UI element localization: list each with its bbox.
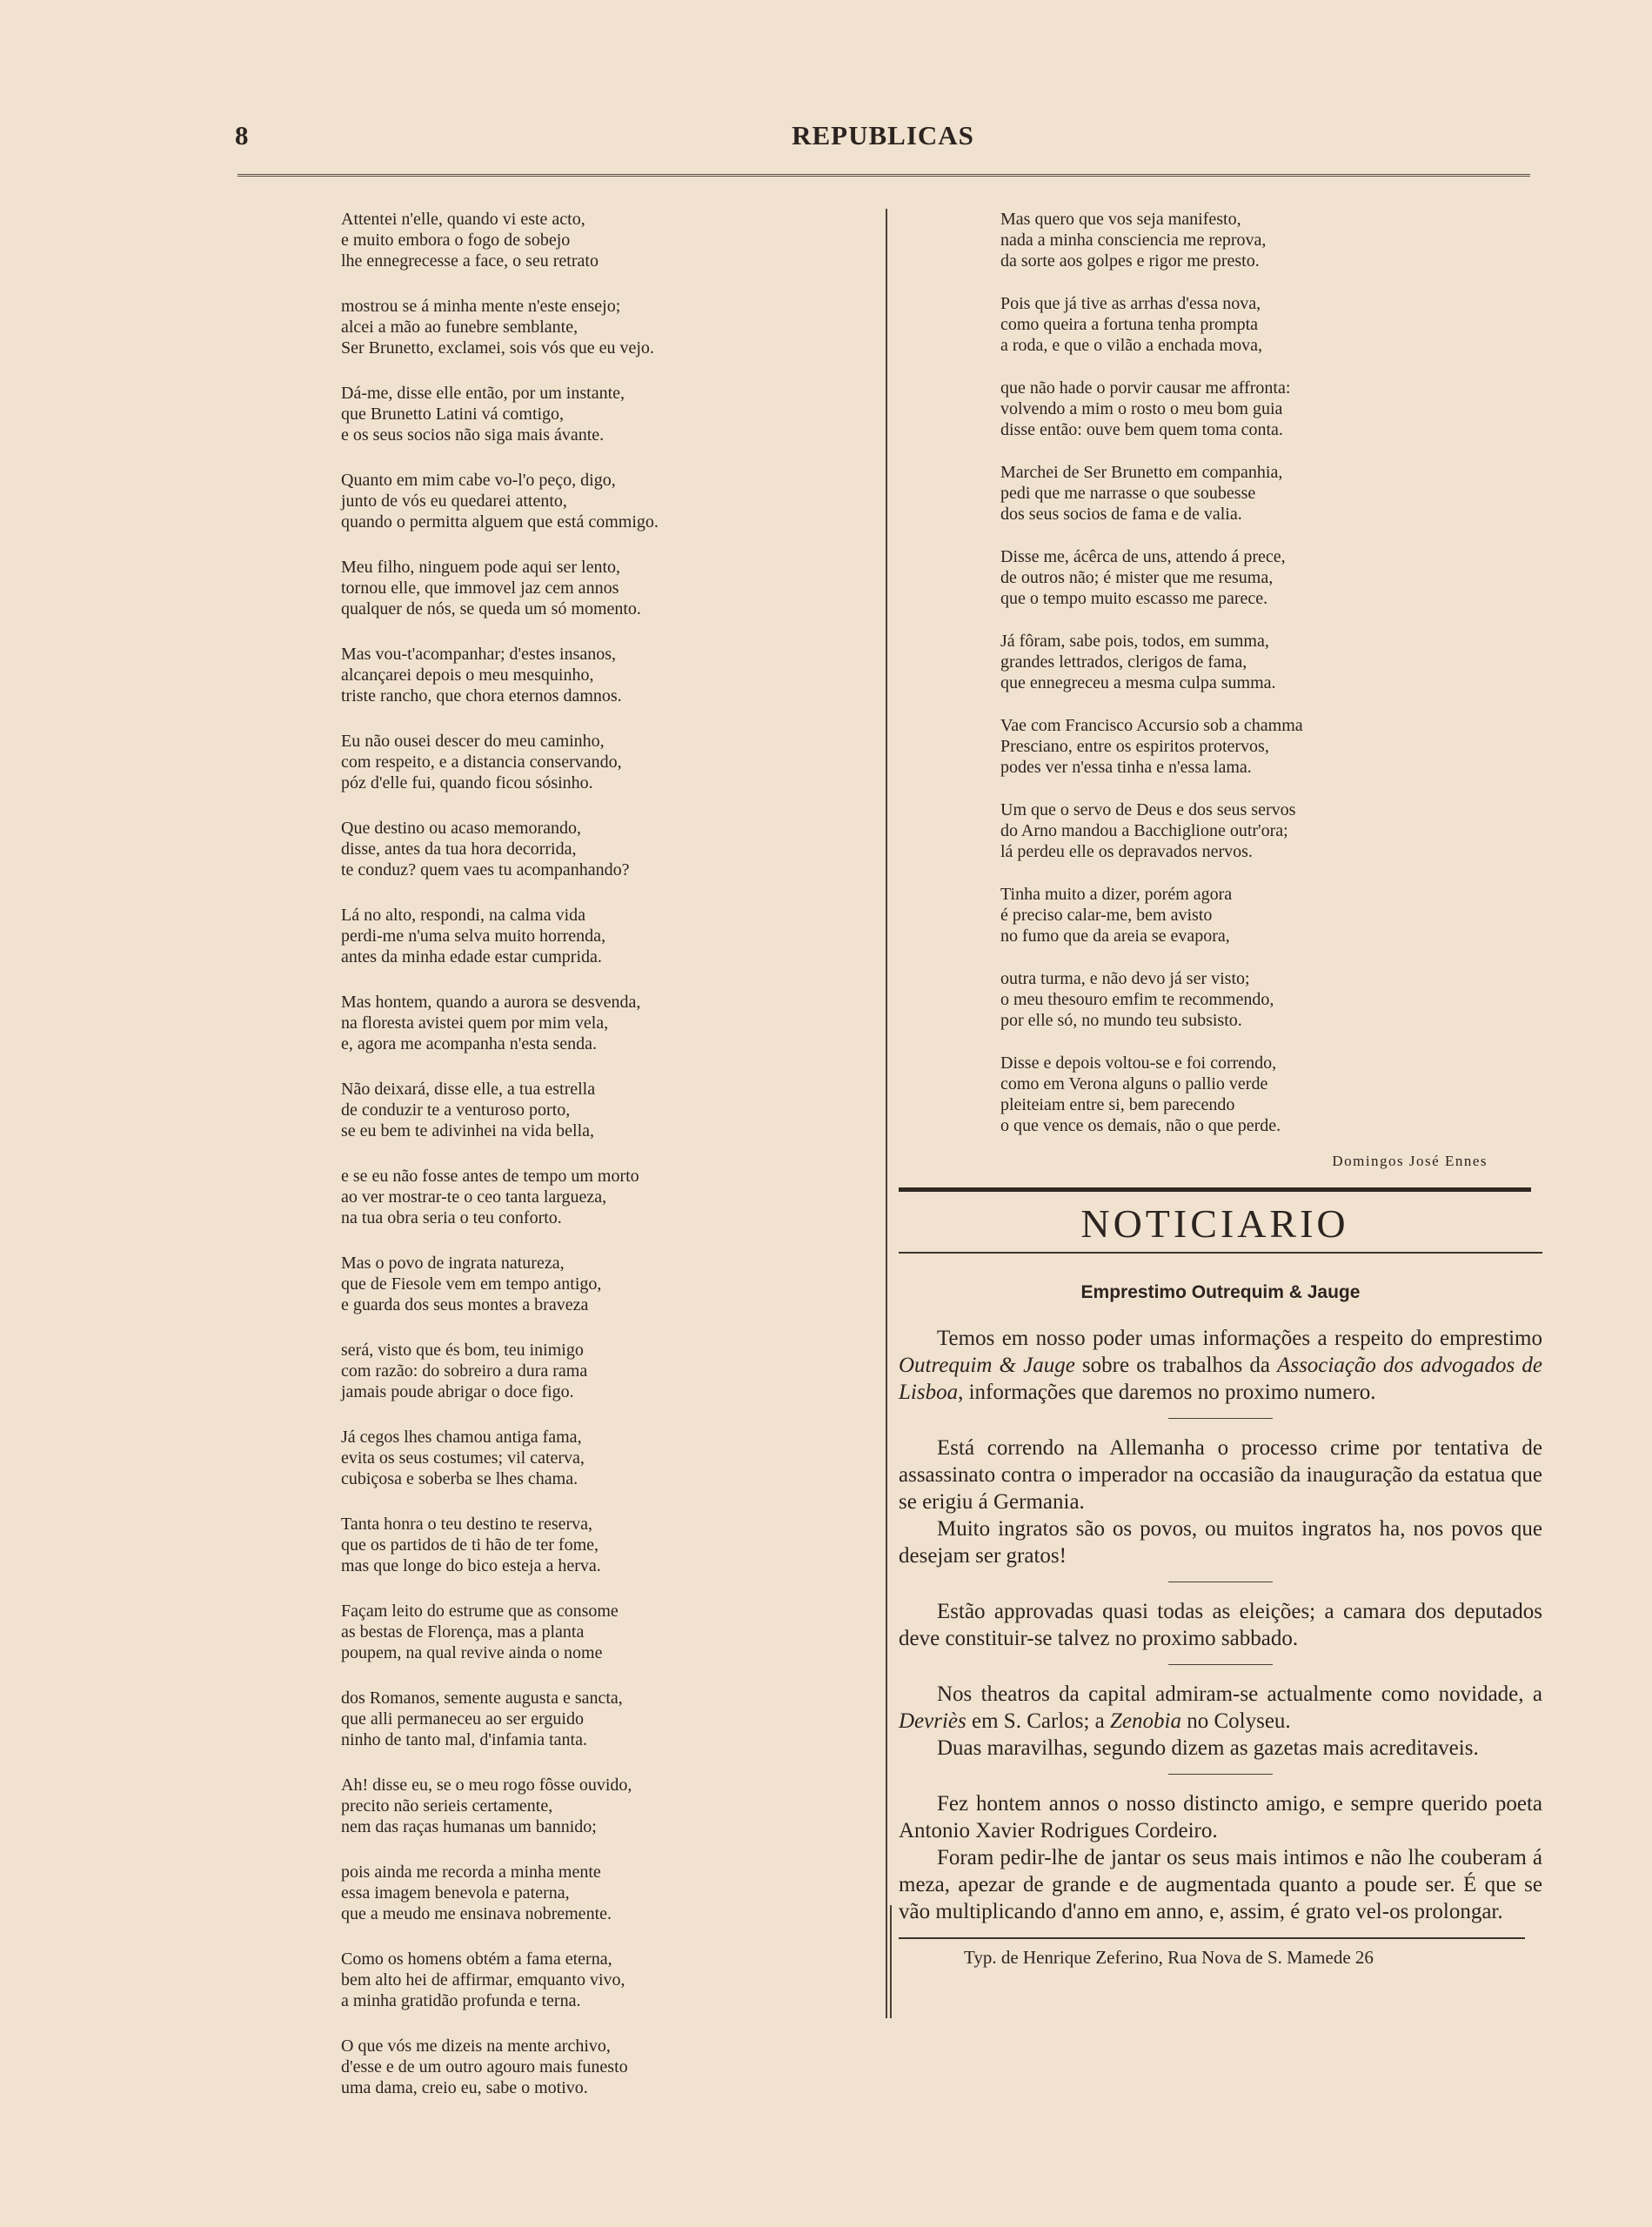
poem-line: e muito embora o fogo de sobejo — [341, 231, 571, 250]
news-item-theatres: Nos theatros da capital admiram-se actualmente como novidade, a Devriès em S. Carlos; a Zenobia no Colyseu. — [899, 1682, 1542, 1733]
imprint-bar — [890, 1905, 892, 2018]
poem-line: Já cegos lhes chamou antiga fama, — [341, 1428, 582, 1447]
poem-line: Um que o servo de Deus e dos seus servos — [1000, 800, 1296, 819]
poem-line: Vae com Francisco Accursio sob a chamma — [1000, 716, 1303, 735]
poem-line: a roda, e que o vilão a enchada mova, — [1000, 336, 1262, 355]
poem-line: Tinha muito a dizer, porém agora — [1000, 885, 1233, 904]
section-rule — [899, 1187, 1531, 1192]
poem-line: Mas hontem, quando a aurora se desvenda, — [341, 993, 641, 1012]
poem-line: Mas o povo de ingrata natureza, — [341, 1254, 565, 1273]
imprint-rule — [899, 1937, 1525, 1939]
poem-line: Meu filho, ninguem pode aqui ser lento, — [341, 558, 621, 577]
poem-line: de outros não; é mister que me resuma, — [1000, 568, 1274, 587]
poem-line: e, agora me acompanha n'esta senda. — [341, 1034, 598, 1053]
poem-stanza — [1000, 378, 1488, 440]
poem-line: quando o permitta alguem que está commigo. — [341, 512, 659, 532]
poem-stanza — [1000, 799, 1488, 862]
poem-line: outra turma, e não devo já ser visto; — [1000, 969, 1250, 988]
poem-stanza — [341, 296, 793, 358]
poem-line: ninho de tanto mal, d'infamia tanta. — [341, 1730, 587, 1749]
poem-line: perdi-me n'uma selva muito horrenda, — [341, 926, 606, 946]
poem-line: dos seus socios de fama e de valia. — [1000, 505, 1242, 524]
poem-line: Disse me, ácêrca de uns, attendo á prece, — [1000, 547, 1286, 566]
news-item-birthday: Fez hontem annos o nosso distincto amigo, e sempre querido poeta Antonio Xavier Rodrigues Cordeiro. — [899, 1792, 1542, 1842]
poem-line: Quanto em mim cabe vo-l'o peço, digo, — [341, 471, 616, 490]
poem-stanza — [341, 1427, 793, 1489]
poem-line: Presciano, entre os espiritos protervos, — [1000, 737, 1269, 756]
poem-line: precito não serieis certamente, — [341, 1796, 553, 1816]
poem-line: bem alto hei de affirmar, emquanto vivo, — [341, 1970, 625, 1990]
poem-line: Não deixará, disse elle, a tua estrella — [341, 1080, 596, 1099]
poem-line: uma dama, creio eu, sabe o motivo. — [341, 2078, 588, 2097]
poem-stanza — [341, 992, 793, 1054]
poem-line: Tanta honra o teu destino te reserva, — [341, 1515, 593, 1534]
poem-line: pedi que me narrasse o que soubesse — [1000, 484, 1256, 503]
author-signature: Domingos José Ennes — [1332, 1153, 1488, 1169]
poem-stanza — [341, 1079, 793, 1141]
poem-line: d'esse e de um outro agouro mais funesto — [341, 2057, 628, 2077]
news-item-germany-comment: Muito ingratos são os povos, ou muitos ingratos ha, nos povos que desejam ser gratos! — [899, 1517, 1542, 1568]
poem-line: evita os seus costumes; vil caterva, — [341, 1448, 585, 1468]
news-item-theatres-comment: Duas maravilhas, segundo dizem as gazetas mais acreditaveis. — [937, 1736, 1479, 1760]
poem-line: o meu thesouro emfim te recommendo, — [1000, 990, 1274, 1009]
poem-line: cubiçosa e soberba se lhes chama. — [341, 1469, 579, 1488]
poem-line: de conduzir te a venturoso porto, — [341, 1100, 571, 1120]
poem-line: mas que longe do bico esteja a herva. — [341, 1556, 601, 1575]
poem-line: Dá-me, disse elle então, por um instante, — [341, 384, 625, 403]
poem-line: que ennegreceu a mesma culpa summa. — [1000, 673, 1276, 692]
poem-line: Ser Brunetto, exclamei, sois vós que eu vejo. — [341, 338, 654, 358]
poem-line: te conduz? quem vaes tu acompanhando? — [341, 860, 630, 879]
poem-line: que a meudo me ensinava nobremente. — [341, 1904, 612, 1923]
poem-line: por elle só, no mundo teu subsisto. — [1000, 1011, 1242, 1030]
poem-line: nem das raças humanas um bannido; — [341, 1817, 597, 1836]
poem-line: do Arno mandou a Bacchiglione outr'ora; — [1000, 821, 1288, 840]
poem-line: com razão: do sobreiro a dura rama — [341, 1361, 588, 1381]
poem-line: Já fôram, sabe pois, todos, em summa, — [1000, 632, 1269, 651]
poem-line: jamais poude abrigar o doce figo. — [341, 1382, 574, 1401]
poem-line: dos Romanos, semente augusta e sancta, — [341, 1689, 623, 1708]
poem-line: ao ver mostrar-te o ceo tanta largueza, — [341, 1187, 607, 1207]
poem-stanza — [341, 1253, 793, 1315]
poem-line: que não hade o porvir causar me affronta: — [1000, 378, 1291, 398]
poem-line: podes ver n'essa tinha e n'essa lama. — [1000, 758, 1252, 777]
news-section — [899, 1279, 1542, 1971]
poem-line: e se eu não fosse antes de tempo um morto — [341, 1167, 639, 1186]
poem-stanza — [1000, 715, 1488, 778]
poem-stanza — [1000, 631, 1488, 693]
poem-stanza — [341, 1775, 793, 1837]
poem-line: Eu não ousei descer do meu caminho, — [341, 732, 605, 751]
poem-line: o que vence os demais, não o que perde. — [1000, 1116, 1281, 1135]
poem-line: grandes lettrados, clerigos de fama, — [1000, 652, 1247, 672]
poem-line: que Brunetto Latini vá comtigo, — [341, 405, 565, 424]
poem-line: na floresta avistei quem por mim vela, — [341, 1013, 609, 1033]
poem-stanza — [1000, 546, 1488, 609]
poem-line: Lá no alto, respondi, na calma vida — [341, 906, 586, 925]
poem-stanza — [1000, 884, 1488, 946]
poem-line: Attentei n'elle, quando vi este acto, — [341, 210, 585, 229]
poem-line: poupem, na qual revive ainda o nome — [341, 1643, 603, 1662]
poem-line: Ah! disse eu, se o meu rogo fôsse ouvido, — [341, 1776, 632, 1795]
poem-line: Façam leito do estrume que as consome — [341, 1602, 619, 1621]
poem-line: lhe ennegrecesse a face, o seu retrato — [341, 251, 599, 271]
news-item-elections: Estão approvadas quasi todas as eleições; a camara dos deputados deve constituir-se talvez no proximo sabbado. — [899, 1600, 1542, 1650]
poem-line: e guarda dos seus montes a braveza — [341, 1295, 589, 1314]
poem-stanza — [1000, 968, 1488, 1031]
poem-line: antes da minha edade estar cumprida. — [341, 947, 602, 966]
poem-line: no fumo que da areia se evapora, — [1000, 926, 1230, 946]
poem-line: volvendo a mim o rosto o meu bom guia — [1000, 399, 1283, 418]
poem-line: alcançarei depois o meu mesquinho, — [341, 665, 594, 685]
poem-line: da sorte aos golpes e rigor me presto. — [1000, 251, 1260, 271]
poem-stanza — [341, 1514, 793, 1576]
poem-line: Mas vou-t'acompanhar; d'estes insanos, — [341, 645, 617, 664]
poem-line: disse então: ouve bem quem toma conta. — [1000, 420, 1283, 439]
news-heading: Emprestimo Outrequim & Jauge — [1080, 1282, 1361, 1302]
poem-stanza — [341, 1166, 793, 1228]
right-poem-column — [1000, 209, 1488, 1170]
poem-stanza — [341, 1688, 793, 1750]
poem-line: se eu bem te adivinhei na vida bella, — [341, 1121, 595, 1140]
poem-line: Mas quero que vos seja manifesto, — [1000, 210, 1241, 229]
masthead: REPUBLICAS — [792, 120, 974, 150]
poem-line: O que vós me dizeis na mente archivo, — [341, 2036, 611, 2056]
poem-line: Marchei de Ser Brunetto em companhia, — [1000, 463, 1283, 482]
poem-stanza — [1000, 293, 1488, 356]
poem-stanza — [341, 905, 793, 967]
poem-line: disse, antes da tua hora decorrida, — [341, 839, 577, 859]
poem-line: pleiteiam entre si, bem parecendo — [1000, 1095, 1235, 1114]
poem-line: junto de vós eu quedarei attento, — [341, 492, 567, 511]
poem-line: lá perdeu elle os depravados nervos. — [1000, 842, 1253, 861]
poem-line: essa imagem benevola e paterna, — [341, 1883, 570, 1903]
poem-line: qualquer de nós, se queda um só momento. — [341, 599, 641, 619]
news-item-loan: Temos em nosso poder umas informações a respeito do emprestimo Outrequim & Jauge sobre os trabalhos da Associação dos advogados de Lisboa, informações que daremos no proximo numero. — [899, 1327, 1542, 1404]
poem-stanza — [341, 1949, 793, 2011]
news-separator — [1168, 1774, 1273, 1775]
poem-line: as bestas de Florença, mas a planta — [341, 1622, 585, 1642]
poem-line: que de Fiesole vem em tempo antigo, — [341, 1274, 602, 1294]
poem-line: póz d'elle fui, quando ficou sósinho. — [341, 773, 593, 792]
printer-imprint: Typ. de Henrique Zeferino, Rua Nova de S. Mamede 26 — [964, 1947, 1374, 1968]
poem-stanza — [341, 383, 793, 445]
poem-stanza — [341, 470, 793, 532]
poem-stanza — [341, 209, 793, 271]
poem-stanza — [341, 2036, 793, 2098]
poem-stanza — [341, 731, 793, 793]
news-item-germany: Está correndo na Allemanha o processo crime por tentativa de assassinato contra o imperador na occasião da inauguração da estatua que se erigiu á Germania. — [899, 1436, 1542, 1514]
poem-line: na tua obra seria o teu conforto. — [341, 1208, 562, 1227]
poem-stanza — [341, 1601, 793, 1663]
page-number: 8 — [235, 120, 249, 150]
poem-stanza — [341, 818, 793, 880]
poem-stanza — [1000, 1053, 1488, 1136]
poem-line: que alli permaneceu ao ser erguido — [341, 1709, 584, 1729]
poem-line: Que destino ou acaso memorando, — [341, 819, 582, 838]
poem-line: a minha gratidão profunda e terna. — [341, 1991, 581, 2010]
poem-line: Como os homens obtém a fama eterna, — [341, 1949, 612, 1969]
header-rule — [237, 174, 1530, 177]
poem-line: pois ainda me recorda a minha mente — [341, 1863, 601, 1882]
section-title: NOTICIARIO — [1080, 1201, 1349, 1246]
left-poem-column — [341, 209, 793, 2123]
page-header — [235, 120, 1531, 155]
poem-line: Disse e depois voltou-se e foi correndo, — [1000, 1053, 1277, 1073]
poem-line: é preciso calar-me, bem avisto — [1000, 906, 1213, 925]
poem-line: Pois que já tive as arrhas d'essa nova, — [1000, 294, 1261, 313]
news-separator — [1168, 1664, 1273, 1665]
right-poem-stanzas — [1000, 209, 1488, 1136]
poem-line: será, visto que és bom, teu inimigo — [341, 1341, 584, 1360]
poem-stanza — [341, 1862, 793, 1924]
poem-line: como em Verona alguns o pallio verde — [1000, 1074, 1268, 1093]
column-divider — [886, 209, 887, 2018]
poem-stanza — [341, 557, 793, 619]
poem-stanza — [341, 644, 793, 706]
poem-line: triste rancho, que chora eternos damnos. — [341, 686, 622, 706]
news-separator — [1168, 1418, 1273, 1419]
poem-line: tornou elle, que immovel jaz cem annos — [341, 578, 619, 598]
title-rule — [899, 1252, 1542, 1254]
poem-line: alcei a mão ao funebre semblante, — [341, 318, 579, 337]
poem-stanza — [1000, 462, 1488, 525]
poem-line: nada a minha consciencia me reprova, — [1000, 231, 1267, 250]
poem-line: que o tempo muito escasso me parece. — [1000, 589, 1268, 608]
poem-line: como queira a fortuna tenha prompta — [1000, 315, 1258, 334]
poem-line: e os seus socios não siga mais ávante. — [341, 425, 605, 445]
poem-line: que os partidos de ti hão de ter fome, — [341, 1535, 599, 1555]
news-item-birthday-dinner: Foram pedir-lhe de jantar os seus mais intimos e não lhe couberam á meza, apezar de grande e de augmentada quanto a poude ser. É que se vão multiplicando d'anno em anno, e, assim, é grato vel-os prolongar. — [899, 1846, 1542, 1923]
poem-line: com respeito, e a distancia conservando, — [341, 752, 622, 772]
poem-stanza — [341, 1340, 793, 1402]
poem-line: mostrou se á minha mente n'este ensejo; — [341, 297, 621, 316]
poem-stanza — [1000, 209, 1488, 271]
